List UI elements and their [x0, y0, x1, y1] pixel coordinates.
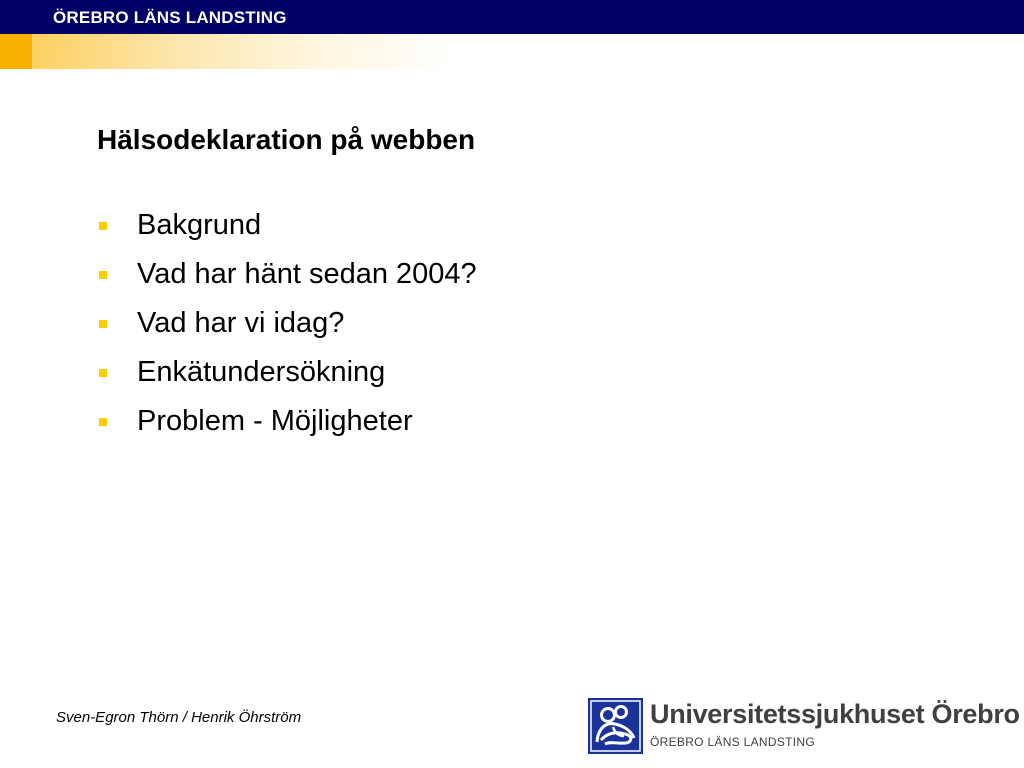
bullet-item: [97, 201, 477, 250]
bullet-text: Bakgrund: [137, 209, 262, 241]
bullet-square-icon: [99, 369, 107, 377]
org-name: ÖREBRO LÄNS LANDSTING: [53, 8, 287, 27]
bullet-text: Vad har vi idag?: [137, 307, 345, 339]
bullet-text: Enkätundersökning: [137, 356, 386, 388]
logo-subtitle: ÖREBRO LÄNS LANDSTING: [650, 735, 816, 749]
bullet-square-icon: [99, 222, 107, 230]
bullet-square-icon: [99, 320, 107, 328]
bullet-square-icon: [99, 271, 107, 279]
hospital-emblem-icon: [588, 698, 643, 754]
bullet-item: [97, 250, 477, 299]
slide-title: Hälsodeklaration på webben: [97, 124, 476, 155]
bullet-item: [97, 348, 477, 397]
bullet-text: Vad har hänt sedan 2004?: [137, 258, 477, 290]
bullet-square-icon: [99, 418, 107, 426]
logo-name: Universitetssjukhuset Örebro: [650, 699, 1020, 729]
header-band: [0, 0, 1024, 34]
bullet-item: [97, 299, 477, 348]
bullet-text: Problem - Möjligheter: [137, 405, 413, 437]
bullet-list: [97, 201, 477, 446]
footer-author: Sven-Egron Thörn / Henrik Öhrström: [56, 709, 302, 726]
accent-gradient: [32, 34, 452, 69]
bullet-item: [97, 397, 477, 446]
accent-block: [0, 34, 32, 69]
hospital-logo: [588, 698, 1020, 756]
